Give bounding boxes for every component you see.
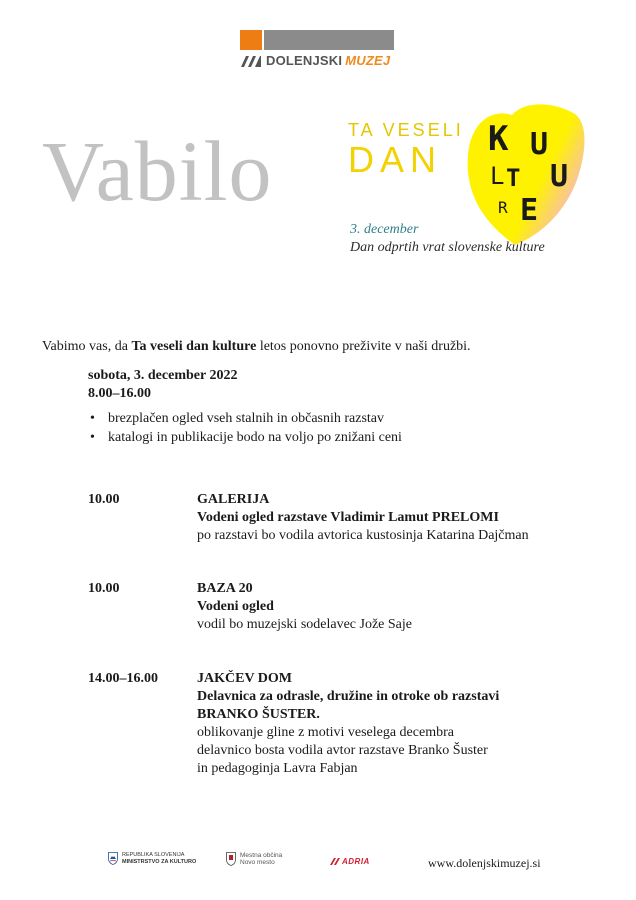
intro-before: Vabimo vas, da (42, 339, 132, 354)
event-description: oblikovanje gline z motivi veselega decembra (197, 725, 454, 740)
event-details (197, 491, 557, 545)
adria-logo: ADRIA (342, 857, 370, 866)
museum-logo (240, 30, 396, 70)
logo-text-main: DOLENJSKI (266, 53, 343, 68)
logo-orange-square (240, 30, 262, 50)
intro-after: letos ponovno preživite v naši družbi. (256, 339, 471, 354)
page-title: Vabilo (42, 123, 273, 219)
festival-graphic (340, 100, 600, 275)
event-time: 10.00 (88, 492, 120, 507)
event-title: Vodeni ogled razstave Vladimir Lamut PRELOMI (197, 510, 499, 525)
kulture-letter-u2: U (550, 159, 569, 194)
event-date-block (88, 367, 237, 403)
website-link[interactable]: www.dolenjskimuzej.si (428, 856, 541, 870)
list-item: • katalogi in publikacije bodo na voljo po znižani ceni (88, 428, 402, 447)
municipality-line1: Mestna občina (240, 852, 283, 859)
event-description: delavnico bosta vodila avtor razstave Branko Šuster (197, 743, 488, 758)
festival-date: 3. december (350, 222, 419, 237)
kulture-letter-k: K (488, 119, 509, 159)
event-title: BRANKO ŠUSTER. (197, 707, 320, 722)
intro-text (42, 339, 471, 355)
event-description: in pedagoginja Lavra Fabjan (197, 761, 358, 776)
event-details (197, 580, 557, 634)
kulture-letter-r: R (498, 198, 508, 217)
footer (0, 848, 636, 878)
event-venue: GALERIJA (197, 492, 270, 507)
ministry-logo (122, 852, 196, 865)
ministry-line1: REPUBLIKA SLOVENIJA (122, 852, 185, 858)
adria-mark-icon (330, 858, 340, 865)
logo-grey-bar (264, 30, 394, 50)
kulture-letter-u1: U (530, 127, 549, 162)
list-item: • brezplačen ogled vseh stalnih in občasnih razstav (88, 409, 402, 428)
event-time: 10.00 (88, 581, 120, 596)
event-venue: BAZA 20 (197, 581, 253, 596)
municipality-logo (240, 852, 282, 866)
festival-line2: DAN (348, 139, 443, 180)
event-title: Delavnica za odrasle, družine in otroke ob razstavi (197, 689, 500, 704)
kulture-letter-t: T (506, 164, 521, 192)
festival-subtitle: Dan odprtih vrat slovenske kulture (350, 240, 545, 255)
festival-line1: TA VESELI (348, 120, 464, 140)
event-time: 14.00–16.00 (88, 671, 158, 686)
event-title: Vodeni ogled (197, 599, 274, 614)
ministry-line2: MINISTRSTVO ZA KULTURO (122, 858, 197, 865)
slovenia-coat-of-arms-icon (108, 852, 118, 865)
logo-text-accent: MUZEJ (345, 53, 391, 68)
event-description: vodil bo muzejski sodelavec Jože Saje (197, 617, 412, 632)
event-hours: 8.00–16.00 (88, 386, 151, 401)
intro-highlight: Ta veseli dan kulture (131, 339, 257, 354)
event-day: sobota, 3. december 2022 (88, 368, 238, 383)
logo-mark-icon (240, 54, 262, 68)
benefits-list (88, 409, 402, 447)
event-details (197, 670, 557, 778)
kulture-letter-e: E (520, 193, 539, 228)
municipality-line2: Novo mesto (240, 859, 275, 866)
logo-text (266, 53, 390, 68)
event-description: po razstavi bo vodila avtorica kustosinja Katarina Dajčman (197, 528, 529, 543)
kulture-letter-l: L (490, 162, 505, 190)
novo-mesto-crest-icon (226, 852, 236, 866)
event-venue: JAKČEV DOM (197, 671, 293, 686)
